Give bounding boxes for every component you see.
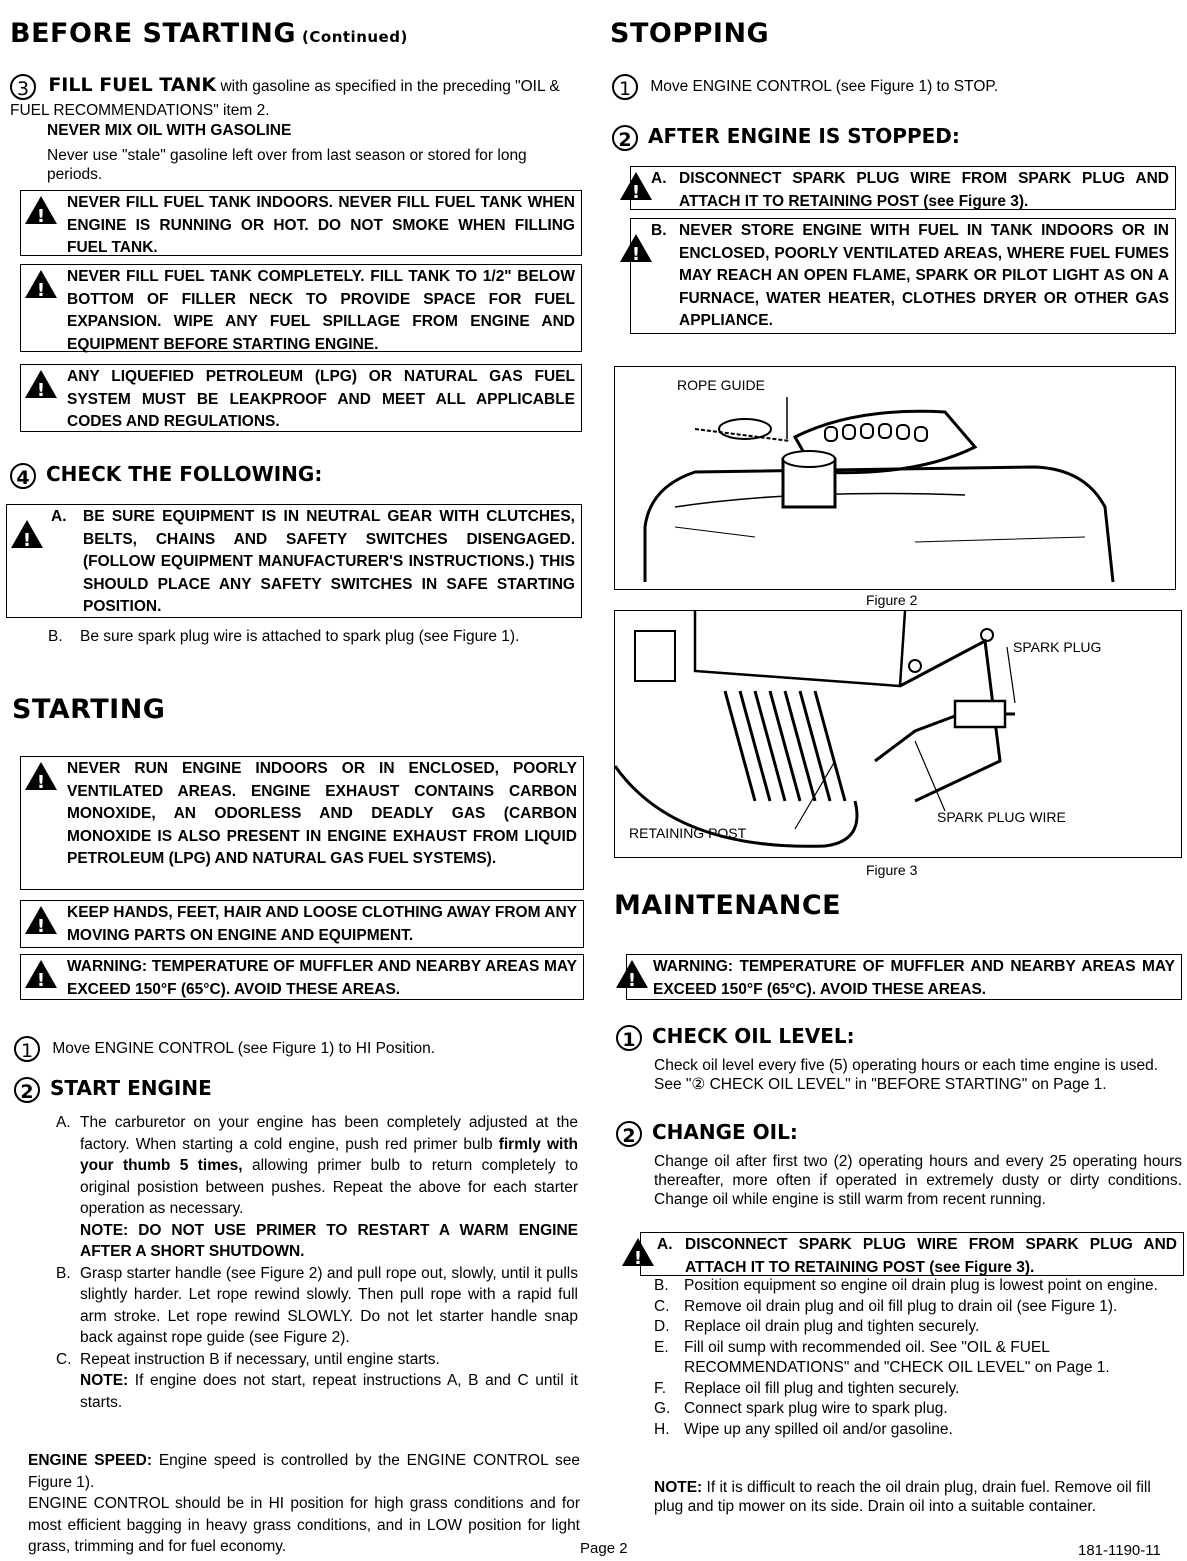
warning-text: BE SURE EQUIPMENT IS IN NEUTRAL GEAR WITH CLUTCHES, BELTS, CHAINS AND SAFETY SWITCHES DISENGAGED. (FOLLOW EQUIPMENT MANUFACTURER'S INSTRUCTIONS.) THIS SHOULD PLACE ANY SAFETY SWITCHES IN SAFE STARTING POSITION. (83, 508, 575, 615)
section-title-before-starting: BEFORE STARTING (Continued) (10, 18, 408, 49)
svg-text:!: ! (36, 772, 46, 791)
item-label: A. (51, 508, 67, 525)
start-engine-steps (56, 1112, 578, 1413)
step-number: 2 (612, 125, 638, 151)
retaining-post-label: RETAINING POST (629, 825, 747, 841)
list-item: B. Position equipment so engine oil drain plug is lowest point on engine. (654, 1277, 1158, 1294)
note-drain-plug: NOTE: If it is difficult to reach the oil drain plug, drain fuel. Remove oil fill plug and tip mower on its side. Drain oil into a suitable container. (654, 1479, 1151, 1515)
section-title-maintenance: MAINTENANCE (614, 890, 842, 921)
warning-text: KEEP HANDS, FEET, HAIR AND LOOSE CLOTHING AWAY FROM ANY MOVING PARTS ON ENGINE AND EQUIPMENT. (67, 904, 577, 944)
change-oil-text: Change oil after first two (2) operating hours and every 25 operating hours thereafter, more often if operated in extremely dusty or dirty conditions. Change oil while engine is still warm from recent running. (654, 1153, 1182, 1208)
svg-text:!: ! (22, 530, 32, 549)
warning-icon (619, 233, 653, 263)
step-number: 2 (616, 1121, 642, 1147)
fill-fuel-text: with gasoline as specified in the preceding "OIL & FUEL RECOMMENDATIONS" item 2. (10, 78, 560, 119)
step-move-engine-control: 1 Move ENGINE CONTROL (see Figure 1) to HI Position. (14, 1036, 435, 1062)
svg-text:!: ! (36, 916, 46, 935)
warning-text: DISCONNECT SPARK PLUG WIRE FROM SPARK PLUG AND ATTACH IT TO RETAINING POST (see Figure 3). (679, 170, 1169, 210)
figure-3-spark-plug (614, 610, 1182, 858)
warning-text: DISCONNECT SPARK PLUG WIRE FROM SPARK PLUG AND ATTACH IT TO RETAINING POST (see Figure 3). (685, 1236, 1177, 1276)
engine-speed-text: ENGINE SPEED: Engine speed is controlled by the ENGINE CONTROL see Figure 1). ENGINE CONTROL should be in HI position for high grass conditions and for most efficient bagging in heavy grass conditions, and in LOW position for light grass, trimming and for fuel economy. (28, 1452, 580, 1555)
fill-fuel-item (10, 74, 580, 121)
warning-icon (619, 171, 653, 201)
engine-illustration (615, 367, 1174, 588)
warning-box-fill-completely (20, 264, 582, 352)
rope-guide-label: ROPE GUIDE (677, 377, 765, 393)
warning-icon (24, 269, 58, 299)
warning-box-neutral-gear (6, 504, 582, 618)
warning-text: NEVER RUN ENGINE INDOORS OR IN ENCLOSED, POORLY VENTILATED AREAS. ENGINE EXHAUST CONTAINS CARBON MONOXIDE, AN ODORLESS AND DEADLY GAS (CARBON MONOXIDE IS ALSO PRESENT IN ENGINE EXHAUST FROM LIQUID PETROLEUM (LPG) AND NATURAL GAS FUEL SYSTEMS). (67, 760, 577, 867)
stale-gas-text: Never use "stale" gasoline left over from last season or stored for long periods. (47, 147, 527, 183)
svg-text:!: ! (36, 970, 46, 989)
list-item: F. Replace oil fill plug and tighten securely. (654, 1379, 960, 1397)
figure-2-engine-top (614, 366, 1176, 590)
svg-text:!: ! (36, 280, 46, 299)
warning-text: NEVER FILL FUEL TANK INDOORS. NEVER FILL FUEL TANK WHEN ENGINE IS RUNNING OR HOT. DO NOT SMOKE WHEN FILLING FUEL TANK. (67, 194, 575, 256)
warning-box-maint-muffler (626, 954, 1182, 1000)
list-item: A. The carburetor on your engine has been completely adjusted at the factory. When starting a cold engine, push red primer bulb firmly with your thumb 5 times, allowing primer bulb to return completely to original posistion between pushes. Repeat the above for each starter operation as necessary. NOTE: DO NOT USE PRIMER TO RESTART A WARM ENGINE AFTER A SHORT SHUTDOWN. (56, 1112, 578, 1263)
svg-text:!: ! (631, 244, 641, 263)
list-item: E. Fill oil sump with recommended oil. See "OIL & FUEL RECOMMENDATIONS" and "CHECK OIL LEVEL" on Page 1. (654, 1338, 1110, 1376)
warning-box-run-indoors (20, 756, 584, 890)
list-item: G. Connect spark plug wire to spark plug. (654, 1400, 948, 1417)
start-engine-heading: 2 START ENGINE (14, 1076, 212, 1103)
warning-icon (10, 519, 44, 549)
list-item: D. Replace oil drain plug and tighten securely. (654, 1318, 980, 1335)
step-number: 3 (10, 74, 36, 100)
warning-box-hands-feet (20, 900, 584, 948)
list-item: H. Wipe up any spilled oil and/or gasoline. (654, 1420, 953, 1438)
warning-icon (24, 905, 58, 935)
document-code: 181-1190-11 (1078, 1542, 1161, 1559)
warning-box-fill-indoors (20, 190, 582, 256)
never-mix-text: NEVER MIX OIL WITH GASOLINE (47, 122, 292, 139)
page-number: Page 2 (580, 1540, 628, 1557)
svg-text:!: ! (36, 380, 46, 399)
spark-plug-label: SPARK PLUG (1013, 639, 1102, 655)
warning-box-lpg (20, 364, 582, 432)
check-oil-level-text: Check oil level every five (5) operating hours or each time engine is used. See "② CHECK OIL LEVEL" in "BEFORE STARTING" on Page 1. (654, 1057, 1159, 1093)
svg-text:!: ! (631, 182, 641, 201)
warning-text: NEVER STORE ENGINE WITH FUEL IN TANK INDOORS OR IN ENCLOSED, POORLY VENTILATED AREAS, WHERE FUEL FUMES MAY REACH AN OPEN FLAME, SPARK OR PILOT LIGHT AS ON A FURNACE, WATER HEATER, CLOTHES DRYER OR OTHER GAS APPLIANCE. (679, 222, 1169, 329)
list-item: C. Repeat instruction B if necessary, until engine starts. NOTE: If engine does not start, repeat instructions A, B and C until it starts. (56, 1350, 578, 1411)
spark-plug-wire-label: SPARK PLUG WIRE (937, 809, 1066, 825)
change-oil-steps (654, 1276, 1184, 1440)
check-b-item: B. Be sure spark plug wire is attached to spark plug (see Figure 1). (48, 628, 520, 645)
after-engine-stopped-heading: 2 AFTER ENGINE IS STOPPED: (612, 124, 960, 151)
section-title-starting: STARTING (12, 694, 166, 725)
figure-3-caption: Figure 3 (866, 862, 918, 878)
list-item: C. Remove oil drain plug and oil fill plug to drain oil (see Figure 1). (654, 1297, 1118, 1315)
warning-text: ANY LIQUEFIED PETROLEUM (LPG) OR NATURAL GAS FUEL SYSTEM MUST BE LEAKPROOF AND MEET ALL APPLICABLE CODES AND REGULATIONS. (67, 368, 575, 430)
warning-box-disconnect-spark: ! A. DISCONNECT SPARK PLUG WIRE FROM SPARK PLUG AND ATTACH IT TO RETAINING POST (see Figure 3). (630, 166, 1176, 210)
change-oil-heading: 2 CHANGE OIL: (616, 1120, 798, 1147)
warning-icon (621, 1237, 655, 1267)
svg-text:!: ! (627, 970, 637, 989)
note-text: NOTE: DO NOT USE PRIMER TO RESTART A WARM ENGINE AFTER A SHORT SHUTDOWN. (80, 1221, 578, 1260)
stop-step-1: 1 Move ENGINE CONTROL (see Figure 1) to STOP. (612, 74, 998, 100)
step-number: 1 (14, 1036, 40, 1062)
warning-icon (24, 761, 58, 791)
warning-icon (24, 959, 58, 989)
fill-fuel-heading: FILL FUEL TANK (48, 74, 217, 97)
warning-text: WARNING: TEMPERATURE OF MUFFLER AND NEARBY AREAS MAY EXCEED 150°F (65°C). AVOID THESE AREAS. (67, 958, 577, 998)
check-following-heading: 4 CHECK THE FOLLOWING: (10, 462, 322, 489)
warning-icon (24, 369, 58, 399)
step-number: 1 (616, 1025, 642, 1051)
section-title-stopping: STOPPING (610, 18, 770, 49)
check-oil-level-heading: 1 CHECK OIL LEVEL: (616, 1024, 855, 1051)
step-number: 1 (612, 74, 638, 100)
warning-icon (615, 959, 649, 989)
list-item: B. Grasp starter handle (see Figure 2) and pull rope out, slowly, until it pulls slightly harder. Let rope rewind slowly. Then pull rope with a rapid full arm stroke. Let rope rewind SLOWLY. Do not let starter handle snap back against rope guide (see Figure 2). (56, 1264, 578, 1346)
step-number: 4 (10, 463, 36, 489)
svg-text:!: ! (633, 1248, 643, 1267)
svg-text:!: ! (36, 206, 46, 225)
warning-text: NEVER FILL FUEL TANK COMPLETELY. FILL TANK TO 1/2" BELOW BOTTOM OF FILLER NECK TO PROVIDE SPACE FOR FUEL EXPANSION. WIPE ANY FUEL SPILLAGE FROM ENGINE AND EQUIPMENT BEFORE STARTING ENGINE. (67, 268, 575, 353)
warning-box-store-engine: ! B. NEVER STORE ENGINE WITH FUEL IN TANK INDOORS OR IN ENCLOSED, POORLY VENTILATED AREAS, WHERE FUEL FUMES MAY REACH AN OPEN FLAME, SPARK OR PILOT LIGHT AS ON A FURNACE, WATER HEATER, CLOTHES DRYER OR OTHER GAS APPLIANCE. (630, 218, 1176, 334)
warning-icon (24, 195, 58, 225)
warning-box-muffler-temp (20, 954, 584, 1000)
warning-box-maint-disconnect: ! A. DISCONNECT SPARK PLUG WIRE FROM SPARK PLUG AND ATTACH IT TO RETAINING POST (see Figure 3). (640, 1232, 1184, 1276)
warning-text: WARNING: TEMPERATURE OF MUFFLER AND NEARBY AREAS MAY EXCEED 150°F (65°C). AVOID THESE AREAS. (653, 958, 1175, 998)
step-number: 2 (14, 1077, 40, 1103)
figure-2-caption: Figure 2 (866, 592, 918, 608)
